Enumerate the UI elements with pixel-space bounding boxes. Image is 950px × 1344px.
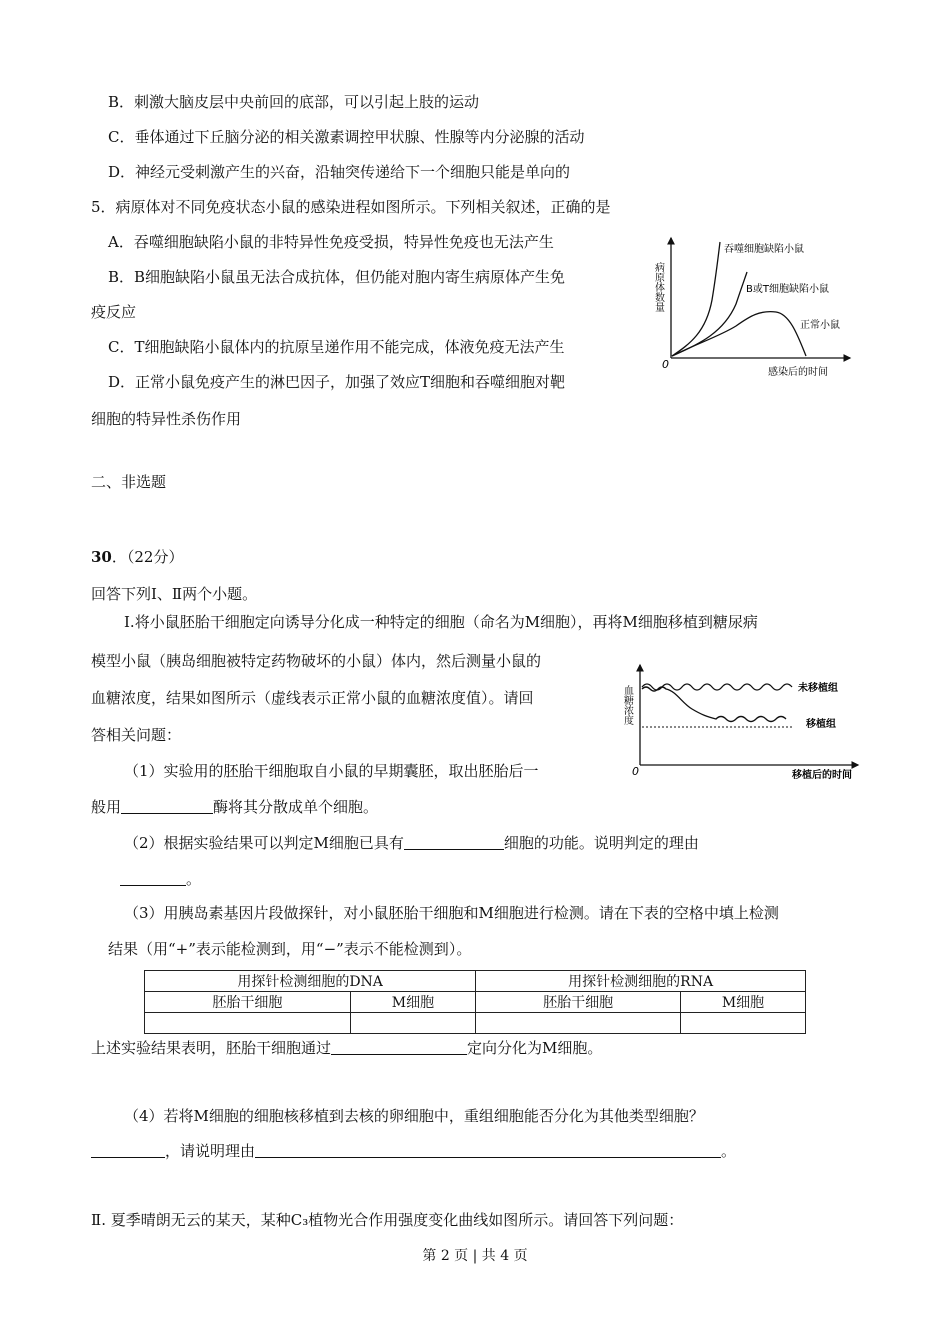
series1-label: 未移植组 <box>798 683 838 694</box>
q5-option-b-cont: 疫反应 <box>91 303 137 321</box>
q30-part1-line2: 模型小鼠（胰岛细胞被特定药物破坏的小鼠）体内，然后测量小鼠的 <box>91 652 542 670</box>
curve2-label: B或T细胞缺陷小鼠 <box>746 284 829 295</box>
answer-cell-3[interactable] <box>476 1013 681 1034</box>
fig2-ylabel: 血糖浓度 <box>621 685 633 725</box>
q5-stem: 5．病原体对不同免疫状态小鼠的感染进程如图所示。下列相关叙述，正确的是 <box>91 198 611 216</box>
answer-cell-2[interactable] <box>350 1013 476 1034</box>
q5-option-c: C．T细胞缺陷小鼠体内的抗原呈递作用不能完成，体液免疫无法产生 <box>108 338 565 356</box>
answer-blank-5[interactable] <box>91 1141 165 1158</box>
fig1-origin: 0 <box>662 358 669 371</box>
q30-s2-line2: 。 <box>120 869 201 889</box>
q30-s3-line1: （3）用胰岛素基因片段做探针，对小鼠胚胎干细胞和M细胞进行检测。请在下表的空格中填上检测 <box>124 904 779 922</box>
infection-figure <box>650 232 860 382</box>
answer-blank-1[interactable] <box>121 797 213 814</box>
q30-number: 30 <box>91 548 112 566</box>
q30-s1-line2: 般用 酶将其分散成单个细胞。 <box>91 798 379 816</box>
q4-option-c: C．垂体通过下丘脑分泌的相关激素调控甲状腺、性腺等内分泌腺的活动 <box>108 128 585 146</box>
q5-option-d: D．正常小鼠免疫产生的淋巴因子，加强了效应T细胞和吞噬细胞对靶 <box>108 373 566 391</box>
answer-blank-3[interactable] <box>120 869 186 886</box>
rna-header: 用探针检测细胞的RNA <box>476 971 806 992</box>
curve3-label: 正常小鼠 <box>800 320 840 331</box>
section-heading: 二、非选题 <box>91 473 167 491</box>
curve-phagocyte-deficient <box>672 242 720 356</box>
q5-option-a: A．吞噬细胞缺陷小鼠的非特异性免疫受损，特异性免疫也无法产生 <box>108 233 554 251</box>
glucose-figure <box>620 655 865 783</box>
q4-option-d: D．神经元受刺激产生的兴奋，沿轴突传递给下一个细胞只能是单向的 <box>108 163 571 181</box>
q30-part1-line1: I.将小鼠胚胎干细胞定向诱导分化成一种特定的细胞（命名为M细胞），再将M细胞移植到糖尿病 <box>124 613 758 631</box>
q4-option-b: B．刺激大脑皮层中央前回的底部，可以引起上肢的运动 <box>108 93 480 111</box>
answer-blank-6[interactable] <box>255 1141 721 1158</box>
q30-header <box>91 547 183 567</box>
col-m-cell-rna: M细胞 <box>680 992 805 1013</box>
page-footer: 第 2 页 | 共 4 页 <box>422 1248 528 1264</box>
series-transplanted <box>642 687 786 722</box>
q30-s4-line1: （4）若将M细胞的细胞核移植到去核的卵细胞中，重组细胞能否分化为其他类型细胞？ <box>124 1107 704 1125</box>
q30-part1-line3: 血糖浓度，结果如图所示（虚线表示正常小鼠的血糖浓度值）。请回 <box>91 689 534 707</box>
dna-header: 用探针检测细胞的DNA <box>145 971 476 992</box>
q30-s2-line1: （2）根据实验结果可以判定M细胞已具有 细胞的功能。说明判定的理由 <box>124 834 699 852</box>
col-embryonic-stem-rna: 胚胎干细胞 <box>476 992 681 1013</box>
answer-blank-4[interactable] <box>331 1038 467 1055</box>
q30-part2: Ⅱ. 夏季晴朗无云的某天，某种C₃植物光合作用强度变化曲线如图所示。请回答下列问题： <box>91 1211 684 1229</box>
col-embryonic-stem-dna: 胚胎干细胞 <box>145 992 351 1013</box>
q30-s3-line2: 结果（用“+”表示能检测到，用“−”表示不能检测到）。 <box>108 940 472 958</box>
curve1-label: 吞噬细胞缺陷小鼠 <box>724 244 804 255</box>
q30-s1-line1: （1）实验用的胚胎干细胞取自小鼠的早期囊胚，取出胚胎后一 <box>124 762 539 780</box>
q5-option-b: B．B细胞缺陷小鼠虽无法合成抗体，但仍能对胞内寄生病原体产生免 <box>108 268 566 286</box>
series2-label: 移植组 <box>806 719 836 730</box>
series-untransplanted <box>642 684 792 690</box>
q30-part1-line4: 答相关问题： <box>91 726 182 744</box>
fig2-xlabel: 移植后的时间 <box>792 770 852 781</box>
q30-s4-line2: ，请说明理由 。 <box>91 1141 736 1161</box>
q5-option-d-cont: 细胞的特异性杀伤作用 <box>91 410 242 428</box>
col-m-cell-dna: M细胞 <box>350 992 476 1013</box>
fig1-ylabel: 病原体数量 <box>652 262 664 312</box>
answer-cell-4[interactable] <box>680 1013 805 1034</box>
fig1-xlabel: 感染后的时间 <box>768 367 828 378</box>
answer-blank-2[interactable] <box>404 833 504 850</box>
fig2-origin: 0 <box>632 765 639 778</box>
curve-normal <box>672 312 806 356</box>
q30-intro: 回答下列Ⅰ、Ⅱ两个小题。 <box>91 585 258 603</box>
q30-s3-after: 上述实验结果表明，胚胎干细胞通过 定向分化为M细胞。 <box>91 1039 603 1057</box>
answer-cell-1[interactable] <box>145 1013 351 1034</box>
probe-result-table <box>144 970 806 1034</box>
curve-bt-deficient <box>672 272 747 356</box>
q30-score: ．（22分） <box>111 548 184 566</box>
